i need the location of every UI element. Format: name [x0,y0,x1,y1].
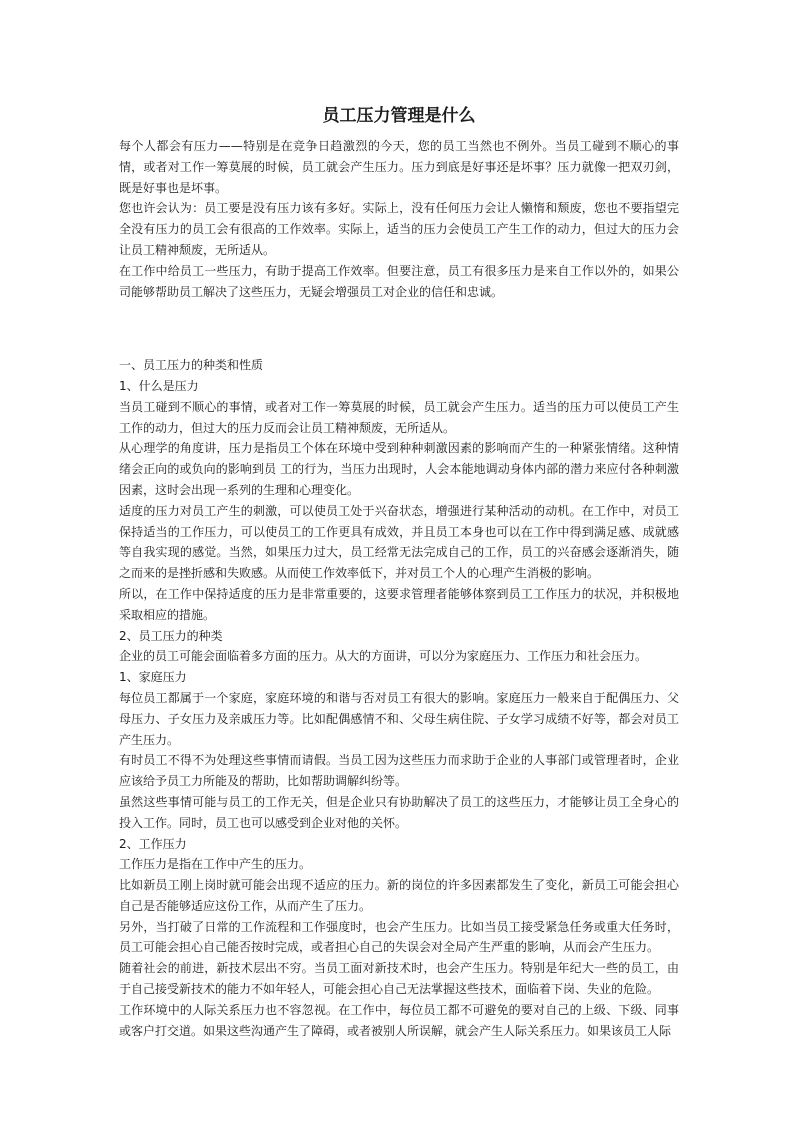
paragraph: 每个人都会有压力——特别是在竞争日趋激烈的今天，您的员工当然也不例外。当员工碰到不顺心的事情，或者对工作一筹莫展的时候，员工就会产生压力。压力到底是好事还是坏事？压力就像一把双刃剑，既是好事也是坏事。 [119,139,679,195]
paragraph: 工作环境中的人际关系压力也不容忽视。在工作中，每位员工都不可避免的要对自己的上级、下级、同事或客户打交道。如果这些沟通产生了障碍，或者被别人所误解，就会产生人际关系压力。如果该员工人际 [119,1002,679,1038]
paragraph: 随着社会的前进，新技术层出不穷。当员工面对新技术时，也会产生压力。特别是年纪大一些的员工，由于自己接受新技术的能力不如年轻人，可能会担心自己无法掌握这些技术，面临着下岗、失业的危险。 [119,961,679,997]
paragraph: 一、员工压力的种类和性质 [119,358,264,373]
paragraph: 2、工作压力 [119,836,187,851]
paragraph: 工作压力是指在工作中产生的压力。 [119,857,312,872]
document-page [119,104,679,1041]
paragraph: 1、什么是压力 [119,378,199,393]
blank-line [119,318,679,339]
paragraph: 有时员工不得不为处理这些事情而请假。当员工因为这些压力而求助于企业的人事部门或管理者时，企业应该给予员工力所能及的帮助，比如帮助调解纠纷等。 [119,753,679,789]
paragraph: 虽然这些事情可能与员工的工作无关，但是企业只有协助解决了员工的这些压力，才能够让员工全身心的投入工作。同时，员工也可以感受到企业对他的关怀。 [119,794,679,830]
document-body [119,136,679,1041]
paragraph: 当员工碰到不顺心的事情，或者对工作一筹莫展的时候，员工就会产生压力。适当的压力可以使员工产生工作的动力，但过大的压力反而会让员工精神颓废，无所适从。 [119,399,679,435]
paragraph: 在工作中给员工一些压力，有助于提高工作效率。但要注意，员工有很多压力是来自工作以外的，如果公司能够帮助员工解决了这些压力，无疑会增强员工对企业的信任和忠诚。 [119,263,679,299]
paragraph: 2、员工压力的种类 [119,628,223,643]
paragraph: 每位员工都属于一个家庭，家庭环境的和谐与否对员工有很大的影响。家庭压力一般来自于配偶压力、父母压力、子女压力及亲戚压力等。比如配偶感情不和、父母生病住院、子女学习成绩不好等，都会对员工产生压力。 [119,690,679,747]
document-title: 员工压力管理是什么 [322,106,476,126]
paragraph: 从心理学的角度讲，压力是指员工个体在环境中受到种种刺激因素的影响而产生的一种紧张情绪。这种情绪会正向的或负向的影响到员 工的行为，当压力出现时，人会本能地调动身体内部的潜力来应付各种刺激因素，这时会出现一系列的生理和心理变化。 [119,441,679,497]
paragraph: 比如新员工刚上岗时就可能会出现不适应的压力。新的岗位的许多因素都发生了变化，新员工可能会担心自己是否能够适应这份工作，从而产生了压力。 [119,878,679,913]
paragraph: 另外，当打破了日常的工作流程和工作强度时，也会产生压力。比如当员工接受紧急任务或重大任务时，员工可能会担心自己能否按时完成，或者担心自己的失误会对全局产生严重的影响，从而会产生压力。 [119,919,679,955]
paragraph: 适度的压力对员工产生的刺激，可以使员工处于兴奋状态，增强进行某种活动的动机。在工作中，对员工保持适当的工作压力，可以使员工的工作更具有成效，并且员工本身也可以在工作中得到满足感、成就感等自我实现的感觉。当然，如果压力过大，员工经常无法完成自己的工作，员工的兴奋感会逐渐消失，随之而来的是挫折感和失败感。从而使工作效率低下，并对员工个人的心理产生消极的影响。 [119,503,679,581]
paragraph: 所以，在工作中保持适度的压力是非常重要的，这要求管理者能够体察到员工工作压力的状况，并积极地采取相应的措施。 [119,586,679,622]
paragraph: 企业的员工可能会面临着多方面的压力。从大的方面讲，可以分为家庭压力、工作压力和社会压力。 [119,649,648,664]
paragraph: 1、家庭压力 [119,670,187,685]
paragraph: 您也许会认为：员工要是没有压力该有多好。实际上，没有任何压力会让人懒惰和颓废，您也不要指望完全没有压力的员工会有很高的工作效率。实际上，适当的压力会使员工产生工作的动力，但过大的压力会让员工精神颓废，无所适从。 [119,201,679,257]
